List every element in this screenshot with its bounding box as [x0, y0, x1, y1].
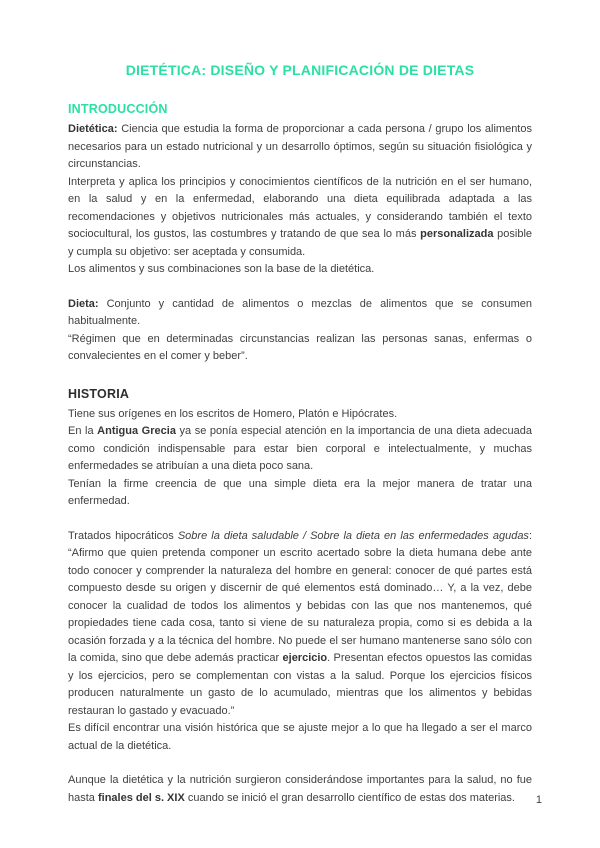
paragraph-alimentos-base: Los alimentos y sus combinaciones son la base de la dietética.: [68, 263, 375, 275]
text-run: Interpreta y aplica los principios y conocimientos científicos de la nutrición en el ser humano, en la salud y en la enfermedad, elaborando una dieta equilibrada adaptada a las recomendaciones y objetivos nutricionales más actuales, y considerando también el texto sociocultural, los gustos, las costumbres y tratando de que sea lo más: [68, 175, 532, 240]
text-run: Conjunto y cantidad de alimentos o mezclas de alimentos que se consumen habitualmente.: [68, 297, 532, 327]
paragraph-regimen-quote: “Régimen que en determinadas circunstancias realizan las personas sanas, enfermas o convalecientes en el comer y beber”.: [68, 332, 532, 362]
paragraph-dieta-definition: [68, 296, 532, 331]
text-run: Aunque la dietética y la nutrición surgieron considerándose importantes para la salud, no fue hasta: [68, 774, 532, 804]
paragraph-antigua-grecia: [68, 423, 532, 476]
section-heading-introduccion: INTRODUCCIÓN: [68, 102, 168, 116]
text-run: Ciencia que estudia la forma de proporcionar a cada persona / grupo los alimentos necesarios para un estado nutricional y un desarrollo óptimos, según su situación fisiológica y circunstancias.: [68, 123, 532, 170]
text-run: En la: [68, 425, 98, 437]
term-finales-s-xix: finales del s. XIX: [97, 791, 185, 804]
paragraph-interpreta: [68, 174, 532, 262]
term-dietetica: Dietética:: [68, 123, 118, 135]
paragraph-firme-creencia: Tenían la firme creencia de que una simple dieta era la mejor manera de tratar una enfermedad.: [68, 477, 532, 507]
text-run: posible y cumpla su objetivo: ser aceptada y consumida.: [68, 228, 533, 258]
paragraph-dietetica-definition: [68, 121, 532, 174]
document-title: DIETÉTICA: DISEÑO Y PLANIFICACIÓN DE DIETAS: [125, 62, 475, 78]
term-personalizada: personalizada: [420, 228, 494, 240]
title-tratados: Sobre la dieta saludable / Sobre la dieta en las enfermedades agudas: [177, 529, 529, 542]
section-heading-historia: HISTORIA: [68, 386, 130, 401]
text-run: ya se ponía especial atención en la importancia de una dieta adecuada como condición indispensable para estar bien corporal e intelectualmente, y muchas enfermedades se atribuían a una dieta poco sana.: [68, 425, 532, 472]
term-antigua-grecia: Antigua Grecia: [97, 425, 176, 437]
paragraph-siglo-xix: [68, 772, 532, 807]
paragraph-tratados-hipocraticos: [68, 528, 532, 721]
paragraph-origenes: Tiene sus orígenes en los escritos de Homero, Platón e Hipócrates.: [68, 407, 398, 420]
text-run: . Presentan efectos opuestos las comidas y los ejercicios, pero se complementan con vistas a la salud. Porque los ejercicios físicos producen naturalmente un gasto de lo acumulado, mientras que los alimentos y bebidas restauran lo gastado y evacuado.”: [68, 652, 532, 717]
paragraph-vision-historica: Es difícil encontrar una visión histórica que se ajuste mejor a lo que ha llegado a ser el marco actual de la dietética.: [68, 722, 532, 752]
text-run: : “Afirmo que quien pretenda componer un escrito acertado sobre la dieta humana debe ante todo conocer y comprender la naturaleza del hombre en general: conocer de qué partes está compuesto desde su origen y discernir de qué elementos está dominado… Y, a la vez, debe conocer la cualidad de todos los alimentos y bebidas con las que nos mantenemos, qué propiedades tiene cada cosa, tanto si viene de su naturaleza propia, como si es debida a la ocasión forzada y a la técnica del hombre. No puede el ser humano mantenerse sano sólo con la comida, sino que debe además practicar: [68, 529, 532, 664]
page-number: 1: [535, 794, 542, 806]
text-run: cuando se inició el gran desarrollo científico de estas dos materias.: [184, 791, 515, 804]
section-introduccion: [68, 102, 532, 366]
section-historia: [68, 387, 532, 808]
text-run: Tratados hipocráticos: [68, 529, 178, 542]
term-dieta: Dieta:: [68, 297, 99, 310]
term-ejercicio: ejercicio: [282, 652, 328, 664]
